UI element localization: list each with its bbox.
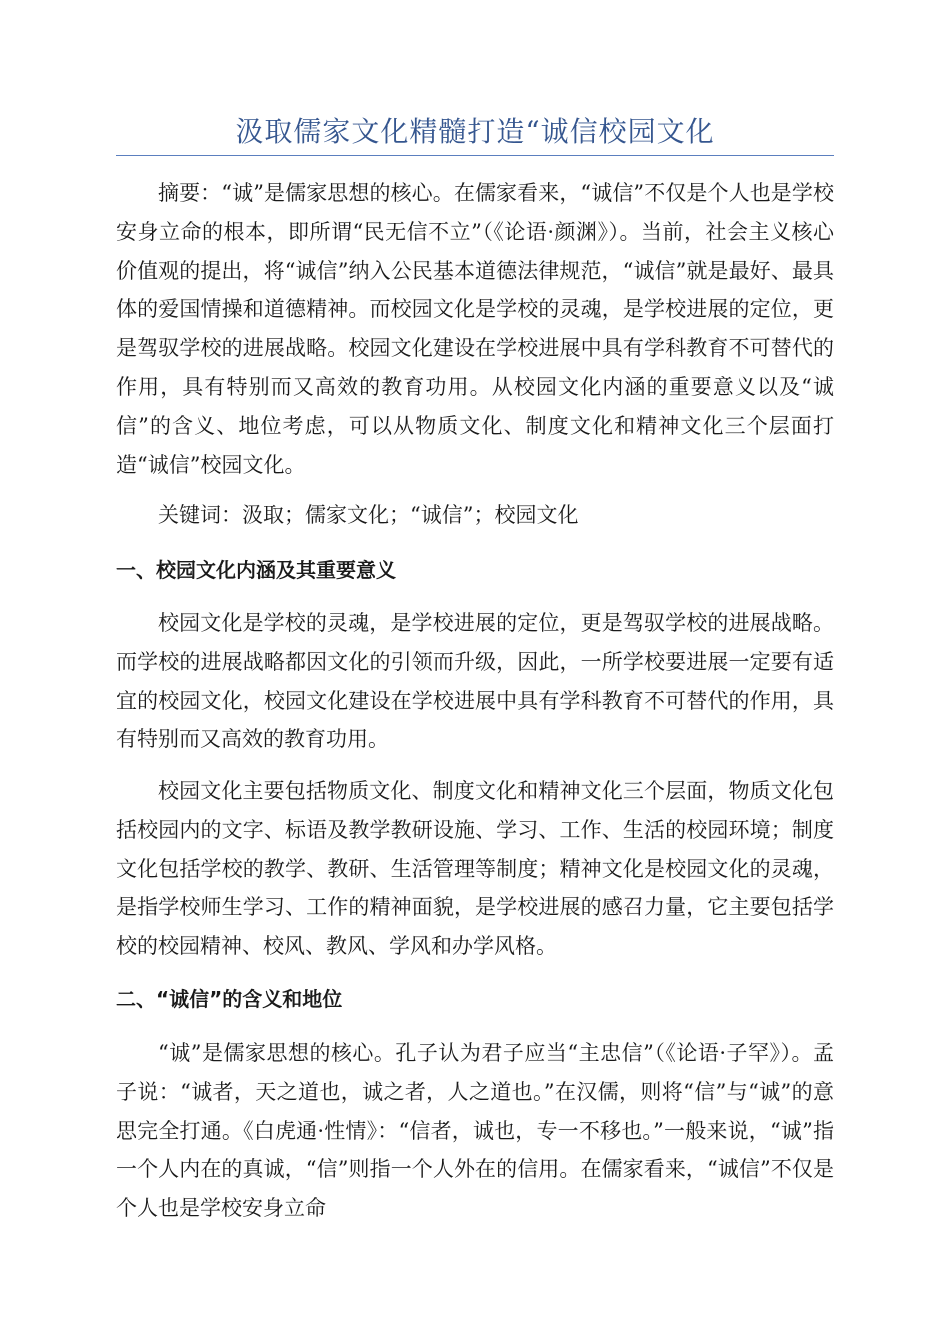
- section-1-paragraph-1: 校园文化是学校的灵魂，是学校进展的定位，更是驾驭学校的进展战略。而学校的进展战略都因文化的引领而升级，因此，一所学校要进展一定要有适宜的校园文化，校园文化建设在学校进展中具有学科教育不可替代的作用，具有特别而又高效的教育功用。: [116, 611, 834, 752]
- keywords-paragraph: 关键词：汲取；儒家文化；“诚信”；校园文化: [158, 503, 579, 527]
- section-heading-1: 一、校园文化内涵及其重要意义: [116, 558, 396, 582]
- section-2-paragraph-1: “诚”是儒家思想的核心。孔子认为君子应当“主忠信”（《论语·子罕》）。孟子说：“诚者，天之道也，诚之者，人之道也。”在汉儒，则将“信”与“诚”的意思完全打通。《白虎通·性情》：“信者，诚也，专一不移也。”一般来说，“诚”指一个人内在的真诚，“信”则指一个人外在的信用。在儒家看来，“诚信”不仅是个人也是学校安身立命: [116, 1041, 834, 1221]
- abstract-paragraph: 摘要：“诚”是儒家思想的核心。在儒家看来，“诚信”不仅是个人也是学校安身立命的根本，即所谓“民无信不立”（《论语·颜渊》）。当前，社会主义核心价值观的提出，将“诚信”纳入公民基本道德法律规范，“诚信”就是最好、最具体的爱国情操和道德精神。而校园文化是学校的灵魂，是学校进展的定位，更是驾驭学校的进展战略。校园文化建设在学校进展中具有学科教育不可替代的作用，具有特别而又高效的教育功用。从校园文化内涵的重要意义以及“诚信”的含义、地位考虑，可以从物质文化、制度文化和精神文化三个层面打造“诚信”校园文化。: [116, 181, 834, 477]
- title-underline: [116, 155, 834, 156]
- section-1-paragraph-2: 校园文化主要包括物质文化、制度文化和精神文化三个层面，物质文化包括校园内的文字、标语及教学教研设施、学习、工作、生活的校园环境；制度文化包括学校的教学、教研、生活管理等制度；精神文化是校园文化的灵魂，是指学校师生学习、工作的精神面貌，是学校进展的感召力量，它主要包括学校的校园精神、校风、教风、学风和办学风格。: [116, 779, 834, 959]
- document-title: 汲取儒家文化精髓打造“诚信校园文化: [235, 115, 715, 148]
- section-heading-2: 二、“诚信”的含义和地位: [116, 987, 343, 1011]
